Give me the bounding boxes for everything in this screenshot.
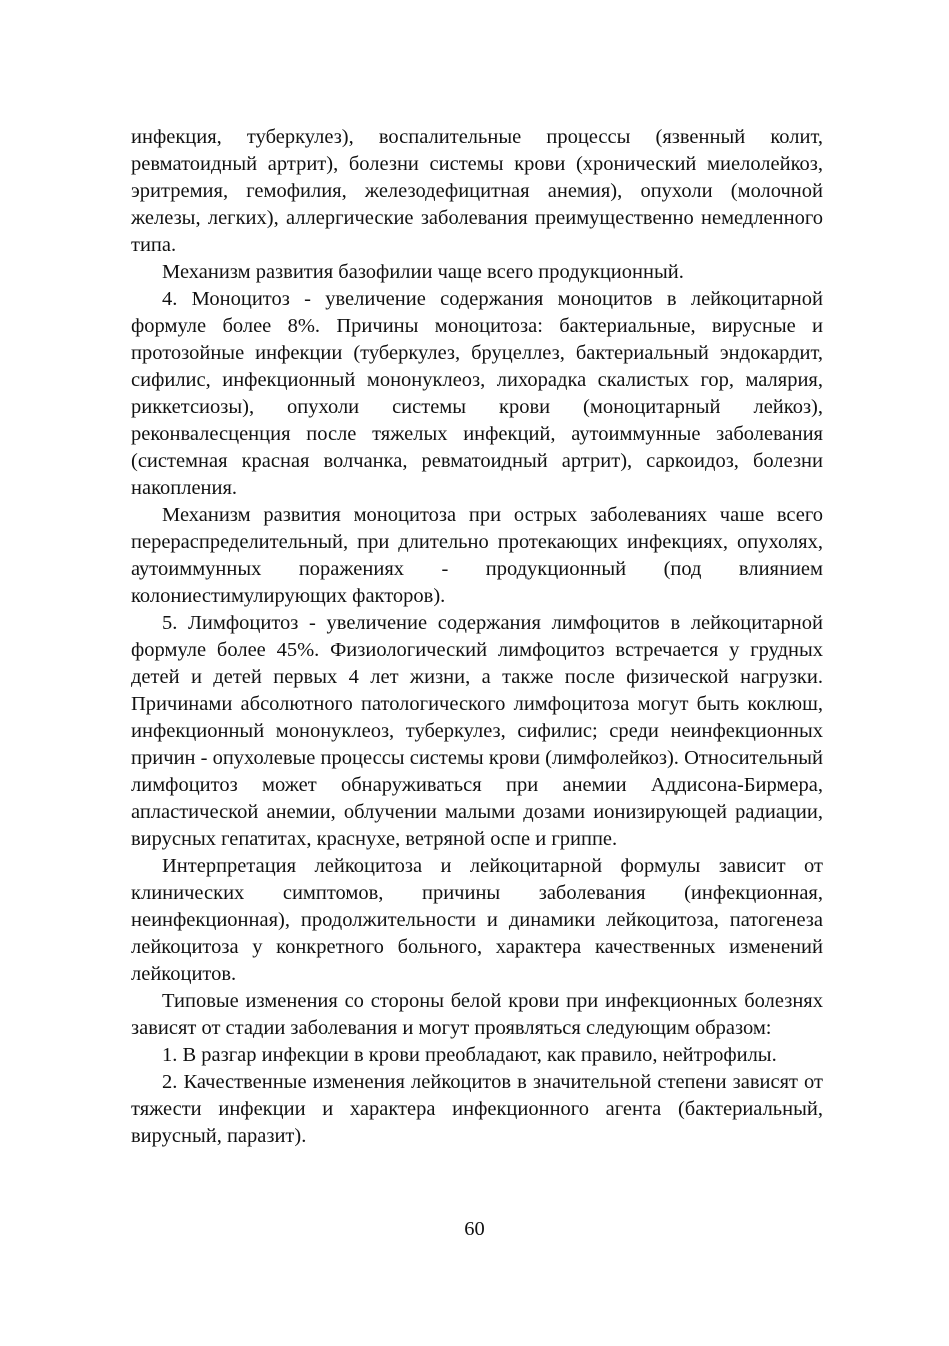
paragraph-lymphocytosis: 5. Лимфоцитоз - увеличение содержания лимфоцитов в лейкоцитарной формуле более 45%. Физиологический лимфоцитоз встречается у грудных детей и детей первых 4 лет жизни, а также после физической нагрузки. Причинами абсолютного патологического лимфоцитоза могут быть коклюш, инфекционный мононуклеоз, туберкулез, сифилис; среди неинфекционных причин - опухолевые процессы системы крови (лимфолейкоз). Относительный лимфоцитоз может обнаруживаться при анемии Аддисона-Бирмера, апластической анемии, облучении малыми дозами ионизирующей радиации, вирусных гепатитах, краснухе, ветряной оспе и гриппе.: [131, 612, 823, 850]
paragraph-interpretation: Интерпретация лейкоцитоза и лейкоцитарной формулы зависит от клинических симптомов, причины заболевания (инфекционная, неинфекционная), продолжительности и динамики лейкоцитоза, патогенеза лейкоцитоза у конкретного больного, характера качественных изменений лейкоцитов.: [131, 855, 823, 985]
page-number: 60: [464, 1218, 485, 1240]
paragraph-monocytosis-mechanism: Механизм развития моноцитоза при острых заболеваниях чаше всего перераспределительный, при длительно протекающих инфекциях, опухолях, аутоиммунных поражениях - продукционный (под влиянием колониестимулирующих факторов).: [131, 504, 823, 607]
paragraph-basophilia-mechanism: Механизм развития базофилии чаще всего продукционный.: [162, 261, 684, 283]
paragraph-typical-changes: Типовые изменения со стороны белой крови при инфекционных болезнях зависят от стадии заболевания и могут проявляться следующим образом:: [131, 990, 823, 1039]
list-item-1: 1. В разгар инфекции в крови преобладают, как правило, нейтрофилы.: [162, 1044, 777, 1066]
body-text: [131, 124, 823, 1150]
paragraph-infections-continued: инфекция, туберкулез), воспалительные процессы (язвенный колит, ревматоидный артрит), болезни системы крови (хронический миелолейкоз, эритремия, гемофилия, железодефицитная анемия), опухоли (молочной железы, легких), аллергические заболевания преимущественно немедленного типа.: [131, 126, 823, 256]
list-item-2: 2. Качественные изменения лейкоцитов в значительной степени зависят от тяжести инфекции и характера инфекционного агента (бактериальный, вирусный, паразит).: [131, 1071, 823, 1147]
paragraph-monocytosis: 4. Моноцитоз - увеличение содержания моноцитов в лейкоцитарной формуле более 8%. Причины моноцитоза: бактериальные, вирусные и протозойные инфекции (туберкулез, бруцеллез, бактериальный эндокардит, сифилис, инфекционный мононуклеоз, лихорадка скалистых гор, малярия, риккетсиозы), опухоли системы крови (моноцитарный лейкоз), реконвалесценция после тяжелых инфекций, аутоиммунные заболевания (системная красная волчанка, ревматоидный артрит), саркоидоз, болезни накопления.: [131, 288, 823, 499]
